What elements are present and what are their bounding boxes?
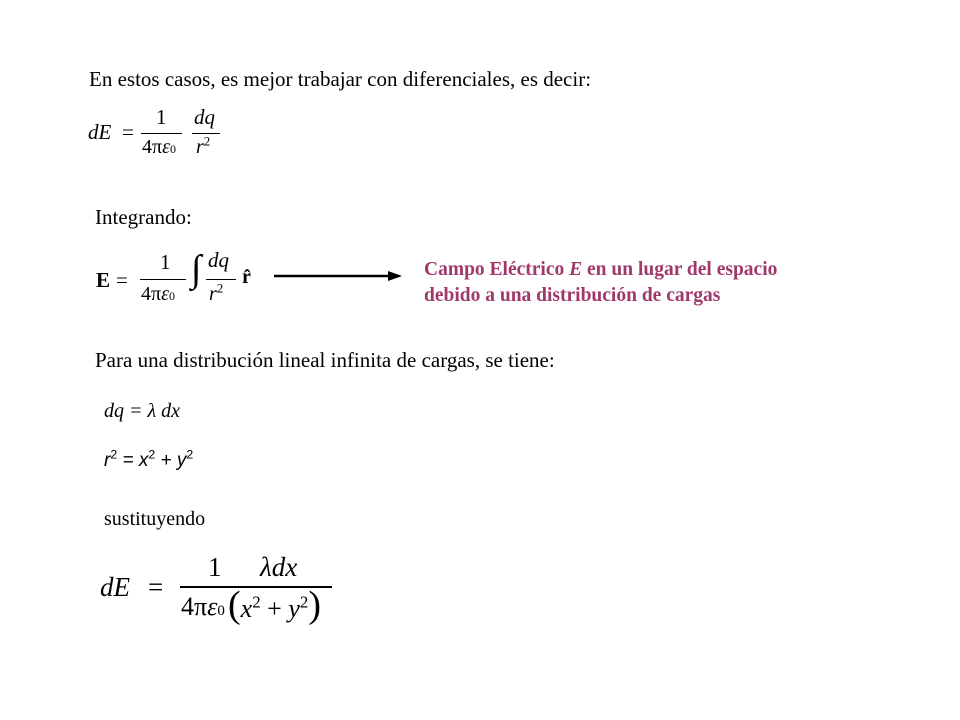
formula1-den1: 4πε0	[142, 136, 176, 158]
formula-dE-linear	[100, 552, 360, 632]
formula2-fraction-bar-1	[140, 279, 186, 280]
formula-dE-differential	[88, 105, 238, 165]
sustituyendo-text: sustituyendo	[104, 508, 206, 530]
formula3-den2: $(x^2 + y^2)$	[228, 584, 321, 626]
formula1-lhs: dE	[88, 120, 112, 144]
callout-campo-electrico	[424, 257, 777, 309]
integrando-text: Integrando:	[95, 205, 192, 229]
formula2-num2: dq	[208, 248, 229, 272]
formula2-lhs: E	[96, 268, 111, 292]
formula1-eq: =	[122, 120, 134, 144]
formula2-den1: 4πε0	[141, 283, 175, 305]
formula-E-integral	[96, 246, 266, 316]
intro-text: En estos casos, es mejor trabajar con diferenciales, es decir:	[89, 67, 592, 91]
callout-line-2: debido a una distribución de cargas	[424, 285, 721, 306]
formula1-num2: dq	[194, 105, 215, 129]
relation-dq: dq = λ dx	[104, 400, 181, 422]
formula3-den1: 4πε0	[181, 592, 225, 621]
formula2-eq: =	[116, 268, 128, 292]
formula1-den2: $r^2$	[196, 133, 211, 158]
unit-vector-r-hat: r̂	[242, 266, 251, 288]
formula1-num1: 1	[156, 105, 167, 129]
formula3-eq: =	[148, 572, 164, 602]
formula1-fraction-bar-1	[141, 133, 182, 134]
lineal-text: Para una distribución lineal infinita de cargas, se tiene:	[95, 348, 555, 372]
formula2-den2: $r^2$	[209, 280, 224, 305]
integral-sign: ∫	[191, 248, 202, 290]
callout-line-1: Campo Eléctrico E en un lugar del espacio	[424, 259, 778, 280]
relation-r-squared: $r^2 = x^2 + y^2$	[104, 447, 194, 471]
formula3-num1: 1	[208, 552, 222, 582]
formula2-num1: 1	[160, 250, 171, 274]
formula3-num2: λdx	[260, 552, 298, 582]
right-arrow-icon	[274, 268, 404, 284]
formula3-lhs: dE	[100, 572, 130, 602]
